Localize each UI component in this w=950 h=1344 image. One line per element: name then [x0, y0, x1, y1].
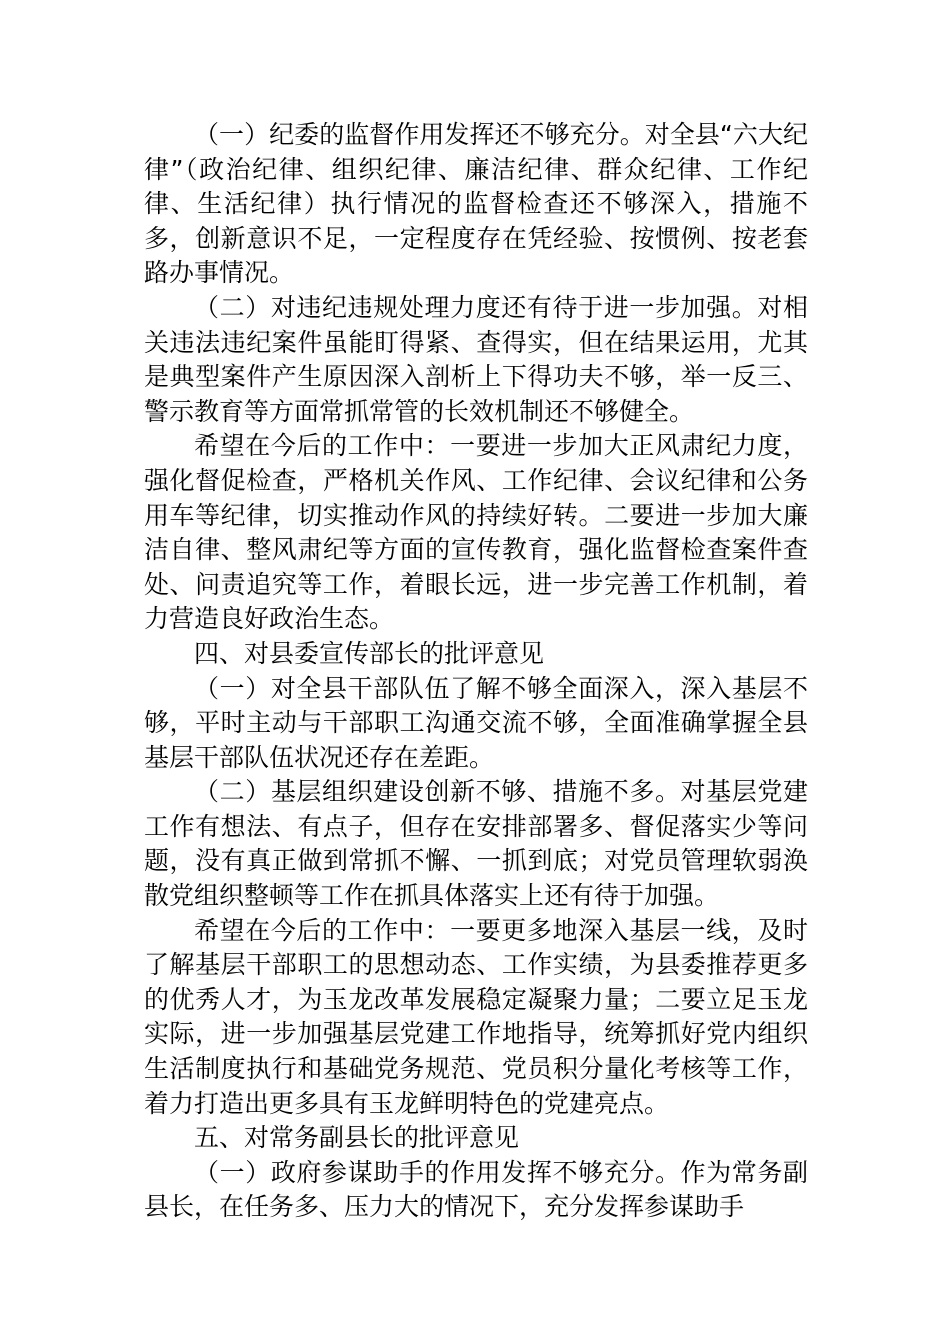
paragraph-cadre-understanding: （一）对全县干部队伍了解不够全面深入，深入基层不够，平时主动与干部职工沟通交流不够，全面准确掌握全县基层干部队伍状况还存在差距。 [144, 673, 808, 772]
paragraph-violation-handling: （二）对违纪违规处理力度还有待于进一步加强。对相关违法违纪案件虽能盯得紧、查得实，但在结果运用，尤其是典型案件产生原因深入剖析上下得功夫不够，举一反三、警示教育等方面常抓常管的长效机制还不够健全。 [144, 292, 808, 426]
paragraph-hope-propaganda: 希望在今后的工作中：一要更多地深入基层一线，及时了解基层干部职工的思想动态、工作实绩，为县委推荐更多的优秀人才，为玉龙改革发展稳定凝聚力量；二要立足玉龙实际，进一步加强基层党建工作地指导，统筹抓好党内组织生活制度执行和基础党务规范、党员积分量化考核等工作，着力打造出更多具有玉龙鲜明特色的党建亮点。 [144, 915, 808, 1118]
paragraph-hope-discipline: 希望在今后的工作中：一要进一步加大正风肃纪力度，强化督促检查，严格机关作风、工作纪律、会议纪律和公务用车等纪律，切实推动作风的持续好转。二要进一步加大廉洁自律、整风肃纪等方面的宣传教育，强化监督检查案件查处、问责追究等工作，着眼长远，进一步完善工作机制，着力营造良好政治生态。 [144, 431, 808, 634]
document-page [144, 118, 808, 1225]
section-heading-executive-deputy: 五、对常务副县长的批评意见 [194, 1123, 520, 1153]
paragraph-discipline-supervision: （一）纪委的监督作用发挥还不够充分。对全县“六大纪律”（政治纪律、组织纪律、廉洁纪律、群众纪律、工作纪律、生活纪律）执行情况的监督检查还不够深入，措施不多，创新意识不足，一定程度存在凭经验、按惯例、按老套路办事情况。 [144, 120, 808, 288]
paragraph-government-advisor: （一）政府参谋助手的作用发挥不够充分。作为常务副县长，在任务多、压力大的情况下，充分发挥参谋助手 [144, 1157, 808, 1222]
section-heading-propaganda: 四、对县委宣传部长的批评意见 [194, 638, 545, 668]
paragraph-grassroots-organization: （二）基层组织建设创新不够、措施不多。对基层党建工作有想法、有点子，但存在安排部署多、督促落实少等问题，没有真正做到常抓不懈、一抓到底；对党员管理软弱涣散党组织整顿等工作在抓具体落实上还有待于加强。 [144, 777, 808, 911]
